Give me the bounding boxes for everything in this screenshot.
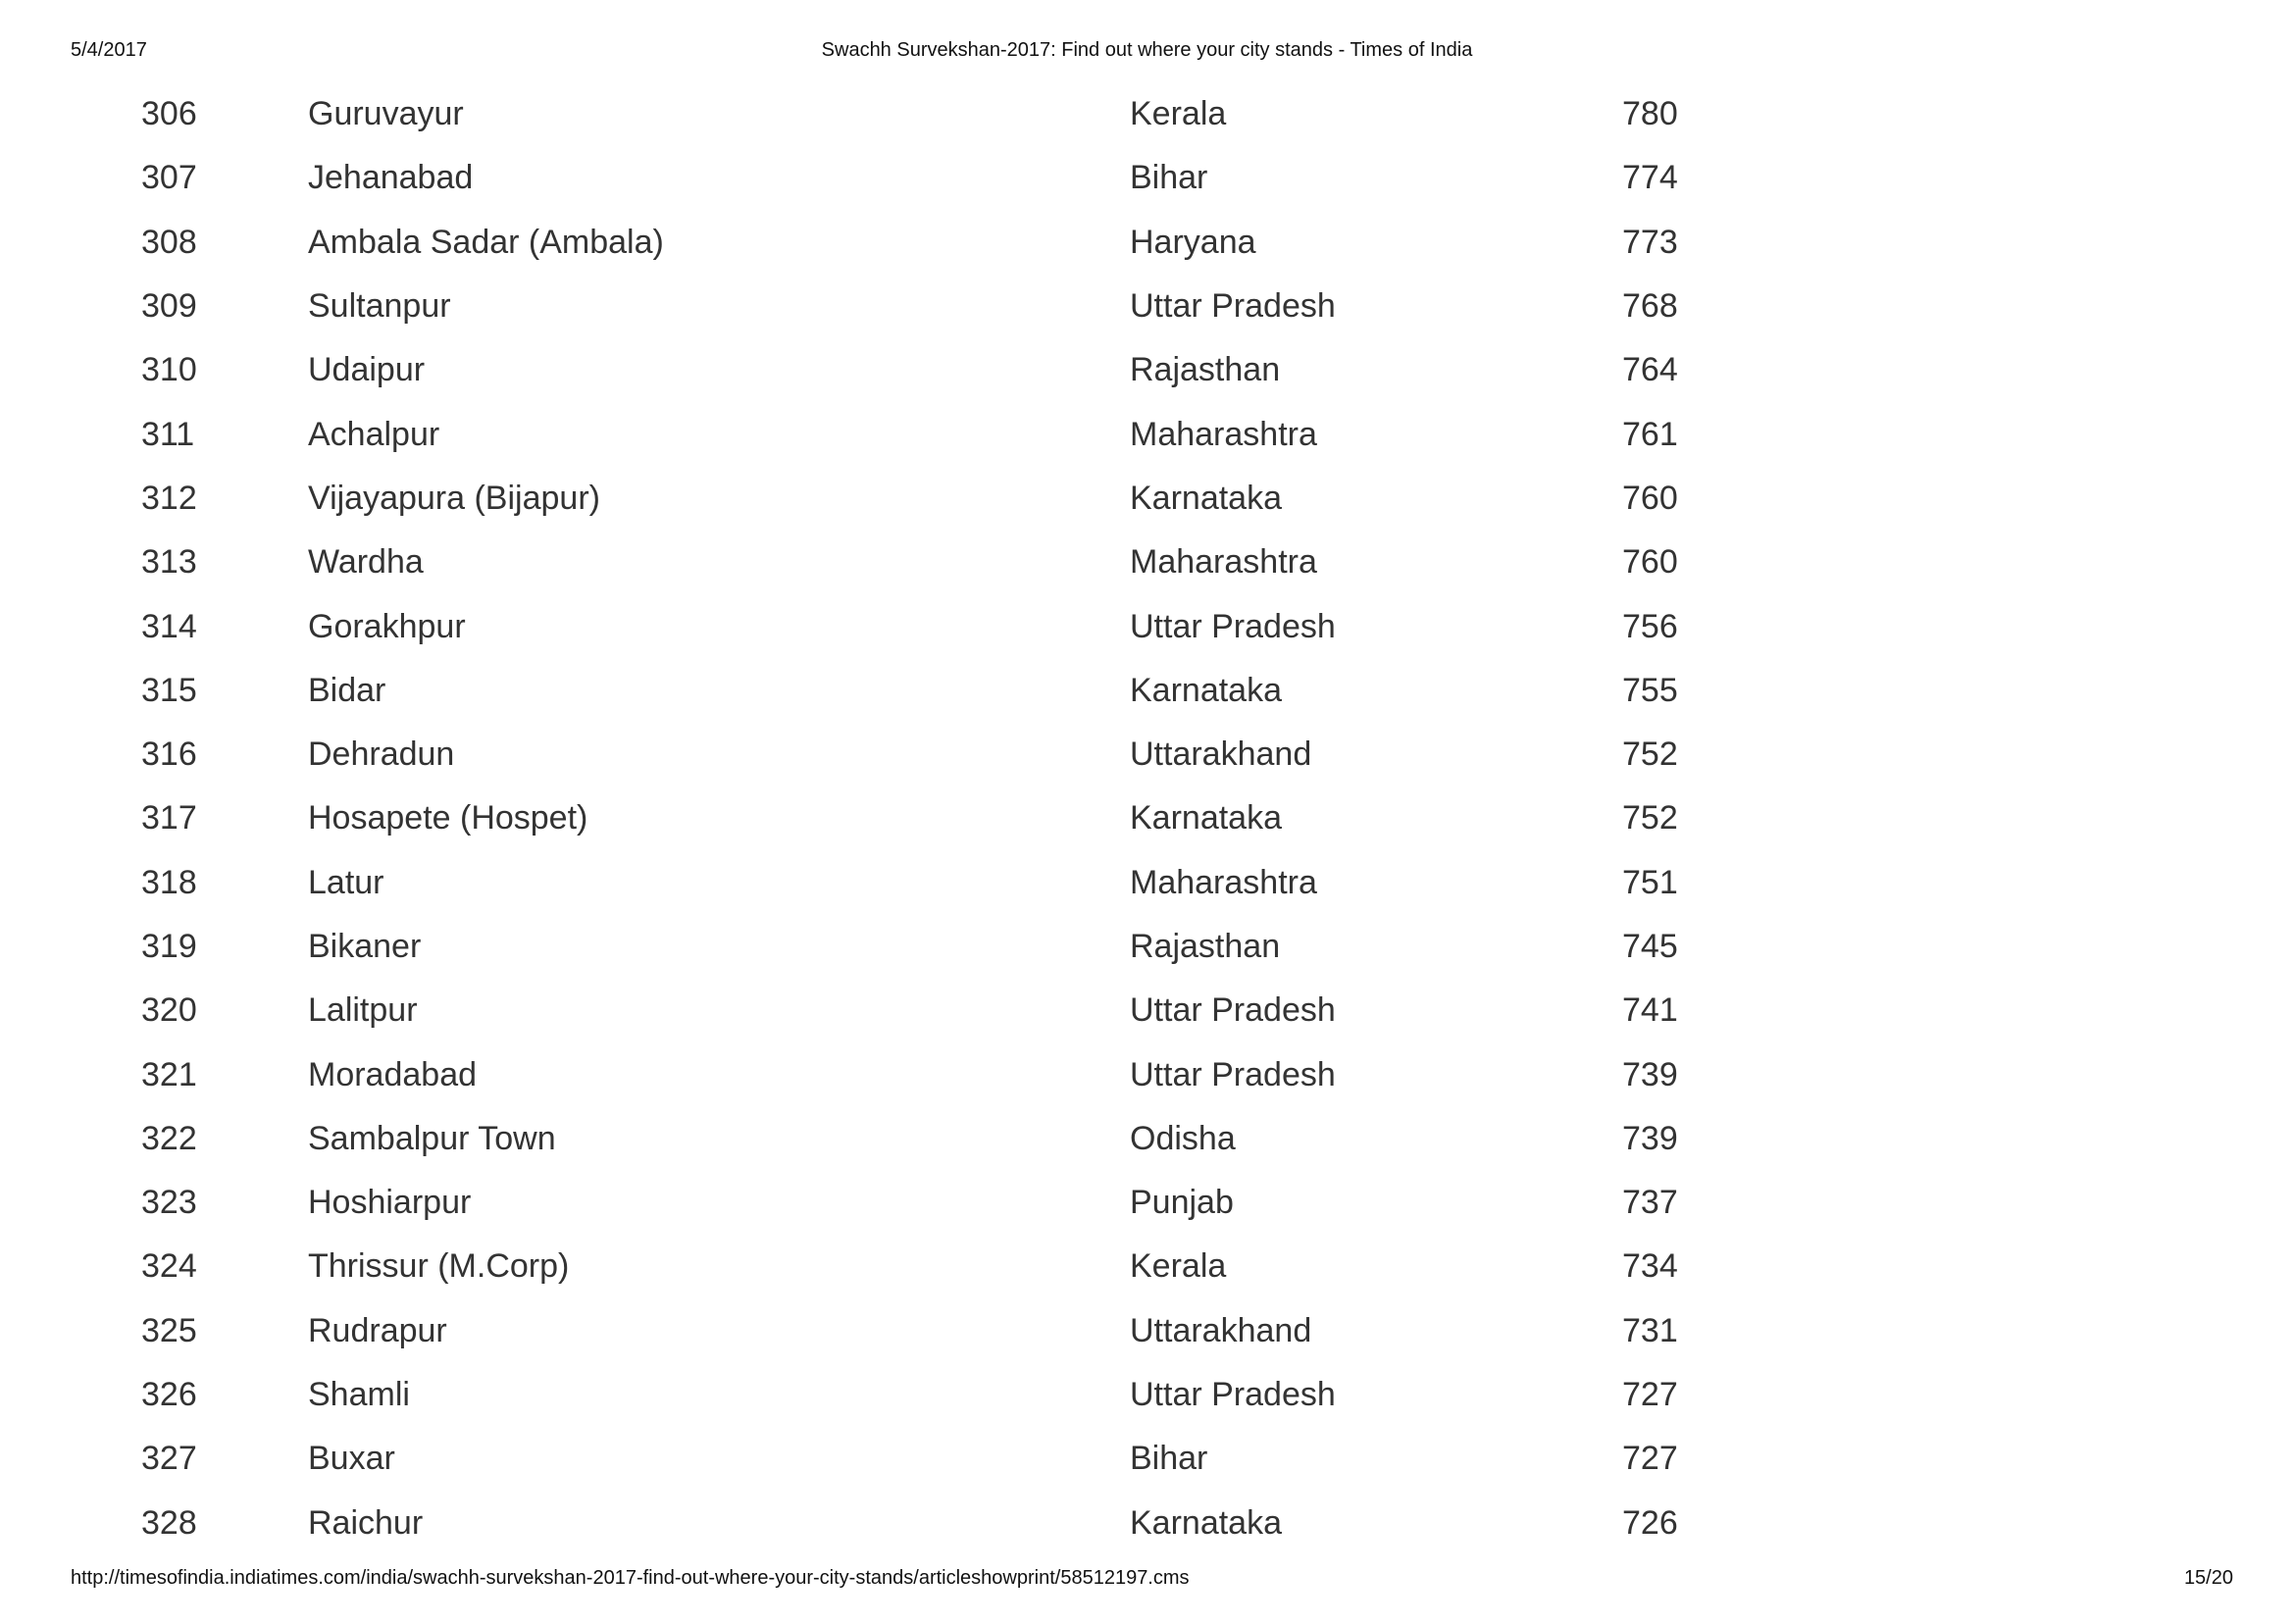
rank-cell: 326 — [141, 1376, 197, 1414]
city-cell: Guruvayur — [308, 95, 464, 133]
city-cell: Sambalpur Town — [308, 1119, 556, 1157]
table-row — [141, 82, 1710, 146]
state-cell: Uttarakhand — [1130, 1311, 1312, 1349]
score-cell: 774 — [1622, 159, 1678, 197]
city-cell: Ambala Sadar (Ambala) — [308, 223, 664, 261]
city-cell: Dehradun — [308, 736, 455, 774]
print-date: 5/4/2017 — [71, 39, 147, 61]
score-cell: 739 — [1622, 1119, 1678, 1157]
city-cell: Achalpur — [308, 415, 440, 453]
city-cell: Vijayapura (Bijapur) — [308, 479, 600, 517]
rank-cell: 309 — [141, 287, 197, 326]
score-cell: 737 — [1622, 1184, 1678, 1222]
state-cell: Maharashtra — [1130, 863, 1317, 901]
state-cell: Karnataka — [1130, 799, 1282, 837]
state-cell: Uttar Pradesh — [1130, 607, 1336, 645]
score-cell: 726 — [1622, 1503, 1678, 1542]
score-cell: 780 — [1622, 95, 1678, 133]
city-cell: Buxar — [308, 1440, 395, 1478]
table-row — [141, 275, 1710, 338]
rank-cell: 308 — [141, 223, 197, 261]
city-cell: Latur — [308, 863, 384, 901]
table-row — [141, 787, 1710, 850]
state-cell: Karnataka — [1130, 479, 1282, 517]
table-row — [141, 659, 1710, 723]
score-cell: 760 — [1622, 479, 1678, 517]
table-row — [141, 723, 1710, 787]
ranking-table — [141, 82, 1710, 1555]
rank-cell: 313 — [141, 543, 197, 582]
rank-cell: 320 — [141, 991, 197, 1030]
rank-cell: 312 — [141, 479, 197, 517]
rank-cell: 306 — [141, 95, 197, 133]
state-cell: Odisha — [1130, 1119, 1236, 1157]
city-cell: Sultanpur — [308, 287, 451, 326]
score-cell: 773 — [1622, 223, 1678, 261]
state-cell: Uttar Pradesh — [1130, 1376, 1336, 1414]
city-cell: Bikaner — [308, 928, 422, 965]
state-cell: Rajasthan — [1130, 928, 1281, 965]
score-cell: 768 — [1622, 287, 1678, 326]
score-cell: 745 — [1622, 928, 1678, 965]
state-cell: Bihar — [1130, 1440, 1208, 1478]
city-cell: Hoshiarpur — [308, 1184, 472, 1222]
table-row — [141, 467, 1710, 531]
table-row — [141, 1107, 1710, 1171]
score-cell: 761 — [1622, 415, 1678, 453]
rank-cell: 317 — [141, 799, 197, 837]
city-cell: Udaipur — [308, 351, 426, 389]
state-cell: Uttar Pradesh — [1130, 991, 1336, 1030]
city-cell: Jehanabad — [308, 159, 474, 197]
table-row — [141, 1042, 1710, 1106]
state-cell: Maharashtra — [1130, 415, 1317, 453]
rank-cell: 322 — [141, 1119, 197, 1157]
city-cell: Lalitpur — [308, 991, 418, 1030]
city-cell: Bidar — [308, 671, 386, 709]
score-cell: 731 — [1622, 1311, 1678, 1349]
table-row — [141, 979, 1710, 1042]
city-cell: Shamli — [308, 1376, 410, 1414]
score-cell: 752 — [1622, 736, 1678, 774]
rank-cell: 311 — [141, 415, 195, 453]
state-cell: Rajasthan — [1130, 351, 1281, 389]
table-row — [141, 338, 1710, 402]
rank-cell: 307 — [141, 159, 197, 197]
rank-cell: 324 — [141, 1247, 197, 1286]
state-cell: Haryana — [1130, 223, 1256, 261]
table-row — [141, 594, 1710, 658]
ranking-table-body — [141, 82, 1710, 1555]
rank-cell: 316 — [141, 736, 197, 774]
score-cell: 764 — [1622, 351, 1678, 389]
score-cell: 727 — [1622, 1440, 1678, 1478]
rank-cell: 319 — [141, 928, 197, 965]
page-title: Swachh Survekshan-2017: Find out where your city stands - Times of India — [821, 39, 1473, 61]
score-cell: 756 — [1622, 607, 1678, 645]
table-row — [141, 211, 1710, 275]
score-cell: 752 — [1622, 799, 1678, 837]
table-row — [141, 1427, 1710, 1491]
city-cell: Gorakhpur — [308, 607, 466, 645]
state-cell: Uttarakhand — [1130, 736, 1312, 774]
rank-cell: 310 — [141, 351, 197, 389]
state-cell: Kerala — [1130, 95, 1227, 133]
rank-cell: 328 — [141, 1503, 197, 1542]
city-cell: Raichur — [308, 1503, 424, 1542]
city-cell: Rudrapur — [308, 1311, 447, 1349]
state-cell: Uttar Pradesh — [1130, 1055, 1336, 1093]
state-cell: Maharashtra — [1130, 543, 1317, 582]
city-cell: Hosapete (Hospet) — [308, 799, 588, 837]
table-row — [141, 915, 1710, 979]
rank-cell: 327 — [141, 1440, 197, 1478]
score-cell: 741 — [1622, 991, 1678, 1030]
state-cell: Karnataka — [1130, 1503, 1282, 1542]
state-cell: Kerala — [1130, 1247, 1227, 1286]
page-url: http://timesofindia.indiatimes.com/india/swachh-survekshan-2017-find-out-where-your-city-stands/articleshowprint/58512197.cms — [71, 1567, 1190, 1589]
score-cell: 734 — [1622, 1247, 1678, 1286]
rank-cell: 315 — [141, 671, 197, 709]
page-number: 15/20 — [2183, 1567, 2233, 1589]
table-row — [141, 1299, 1710, 1363]
city-cell: Moradabad — [308, 1055, 478, 1093]
city-cell: Wardha — [308, 543, 424, 582]
table-row — [141, 851, 1710, 915]
city-cell: Thrissur (M.Corp) — [308, 1247, 570, 1286]
table-row — [141, 1235, 1710, 1298]
table-row — [141, 146, 1710, 210]
score-cell: 727 — [1622, 1376, 1678, 1414]
score-cell: 739 — [1622, 1055, 1678, 1093]
table-row — [141, 1363, 1710, 1427]
table-row — [141, 402, 1710, 466]
rank-cell: 318 — [141, 863, 197, 901]
table-row — [141, 531, 1710, 594]
score-cell: 755 — [1622, 671, 1678, 709]
state-cell: Uttar Pradesh — [1130, 287, 1336, 326]
rank-cell: 323 — [141, 1184, 197, 1222]
score-cell: 760 — [1622, 543, 1678, 582]
rank-cell: 314 — [141, 607, 197, 645]
table-row — [141, 1492, 1710, 1555]
rank-cell: 321 — [141, 1055, 197, 1093]
score-cell: 751 — [1622, 863, 1678, 901]
table-row — [141, 1171, 1710, 1235]
rank-cell: 325 — [141, 1311, 197, 1349]
state-cell: Bihar — [1130, 159, 1208, 197]
state-cell: Karnataka — [1130, 671, 1282, 709]
state-cell: Punjab — [1130, 1184, 1234, 1222]
